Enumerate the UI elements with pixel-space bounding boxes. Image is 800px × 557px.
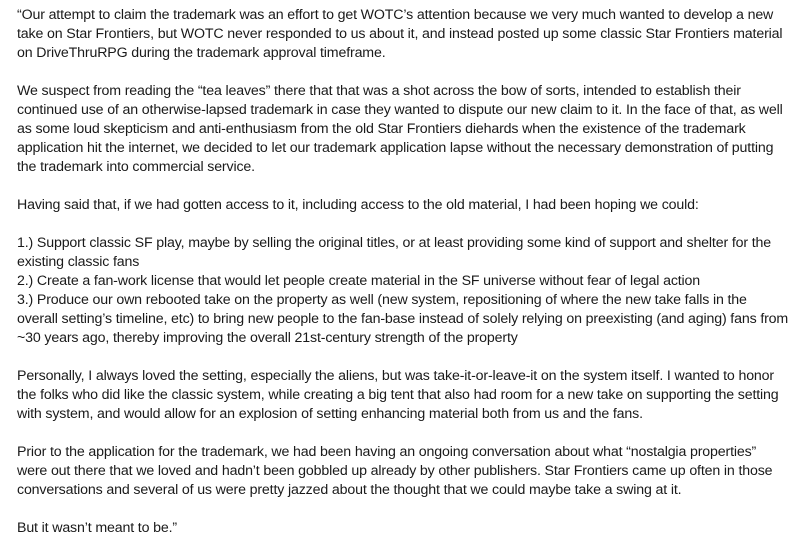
quote-document xyxy=(17,6,789,557)
list-item: 2.) Create a fan-work license that would let people create material in the SF universe without fear of legal action xyxy=(17,273,701,289)
paragraph-personally: Personally, I always loved the setting, especially the aliens, but was take-it-or-leave-it on the system itself. I wanted to honor the folks who did like the classic system, while creating a big tent that also had room for a new take on supporting the setting with system, and would allow for an explosion of setting enhancing material both from us and the fans. xyxy=(17,368,779,422)
paragraph-trademark-attempt: “Our attempt to claim the trademark was an effort to get WOTC’s attention because we very much wanted to develop a new take on Star Frontiers, but WOTC never responded to us about it, and instead posted up some classic Star Frontiers material on DriveThruRPG during the trademark approval timeframe. xyxy=(17,7,783,61)
paragraph-nostalgia-properties: Prior to the application for the trademark, we had been having an ongoing conversation about what “nostalgia properties” were out there that we loved and hadn’t been gobbled up already by other publishers. Star Frontiers came up often in those conversations and several of us were pretty jazzed about the thought that we could maybe take a swing at it. xyxy=(17,444,773,498)
list-item: 3.) Produce our own rebooted take on the property as well (new system, repositioning of where the new take falls in the overall setting’s timeline, etc) to bring new people to the fan-base instead of solely relying on preexisting (and aging) fans from ~30 years ago, thereby improving the overall 21st-century strength of the property xyxy=(17,292,789,346)
paragraph-hoping: Having said that, if we had gotten access to it, including access to the old material, I had been hoping we could: xyxy=(17,197,699,213)
list-item: 1.) Support classic SF play, maybe by selling the original titles, or at least providing some kind of support and shelter for the existing classic fans xyxy=(17,235,771,270)
hopes-list xyxy=(17,234,789,348)
paragraph-not-meant-to-be: But it wasn’t meant to be.” xyxy=(17,520,177,536)
paragraph-tea-leaves: We suspect from reading the “tea leaves” there that that was a shot across the bow of sorts, intended to establish their continued use of an otherwise-lapsed trademark in case they wanted to dispute our new claim to it. In the face of that, as well as some loud skepticism and anti-enthusiasm from the old Star Frontiers diehards when the existence of the trademark application hit the internet, we decided to let our trademark application lapse without the necessary demonstration of putting the trademark into commercial service. xyxy=(17,83,783,175)
